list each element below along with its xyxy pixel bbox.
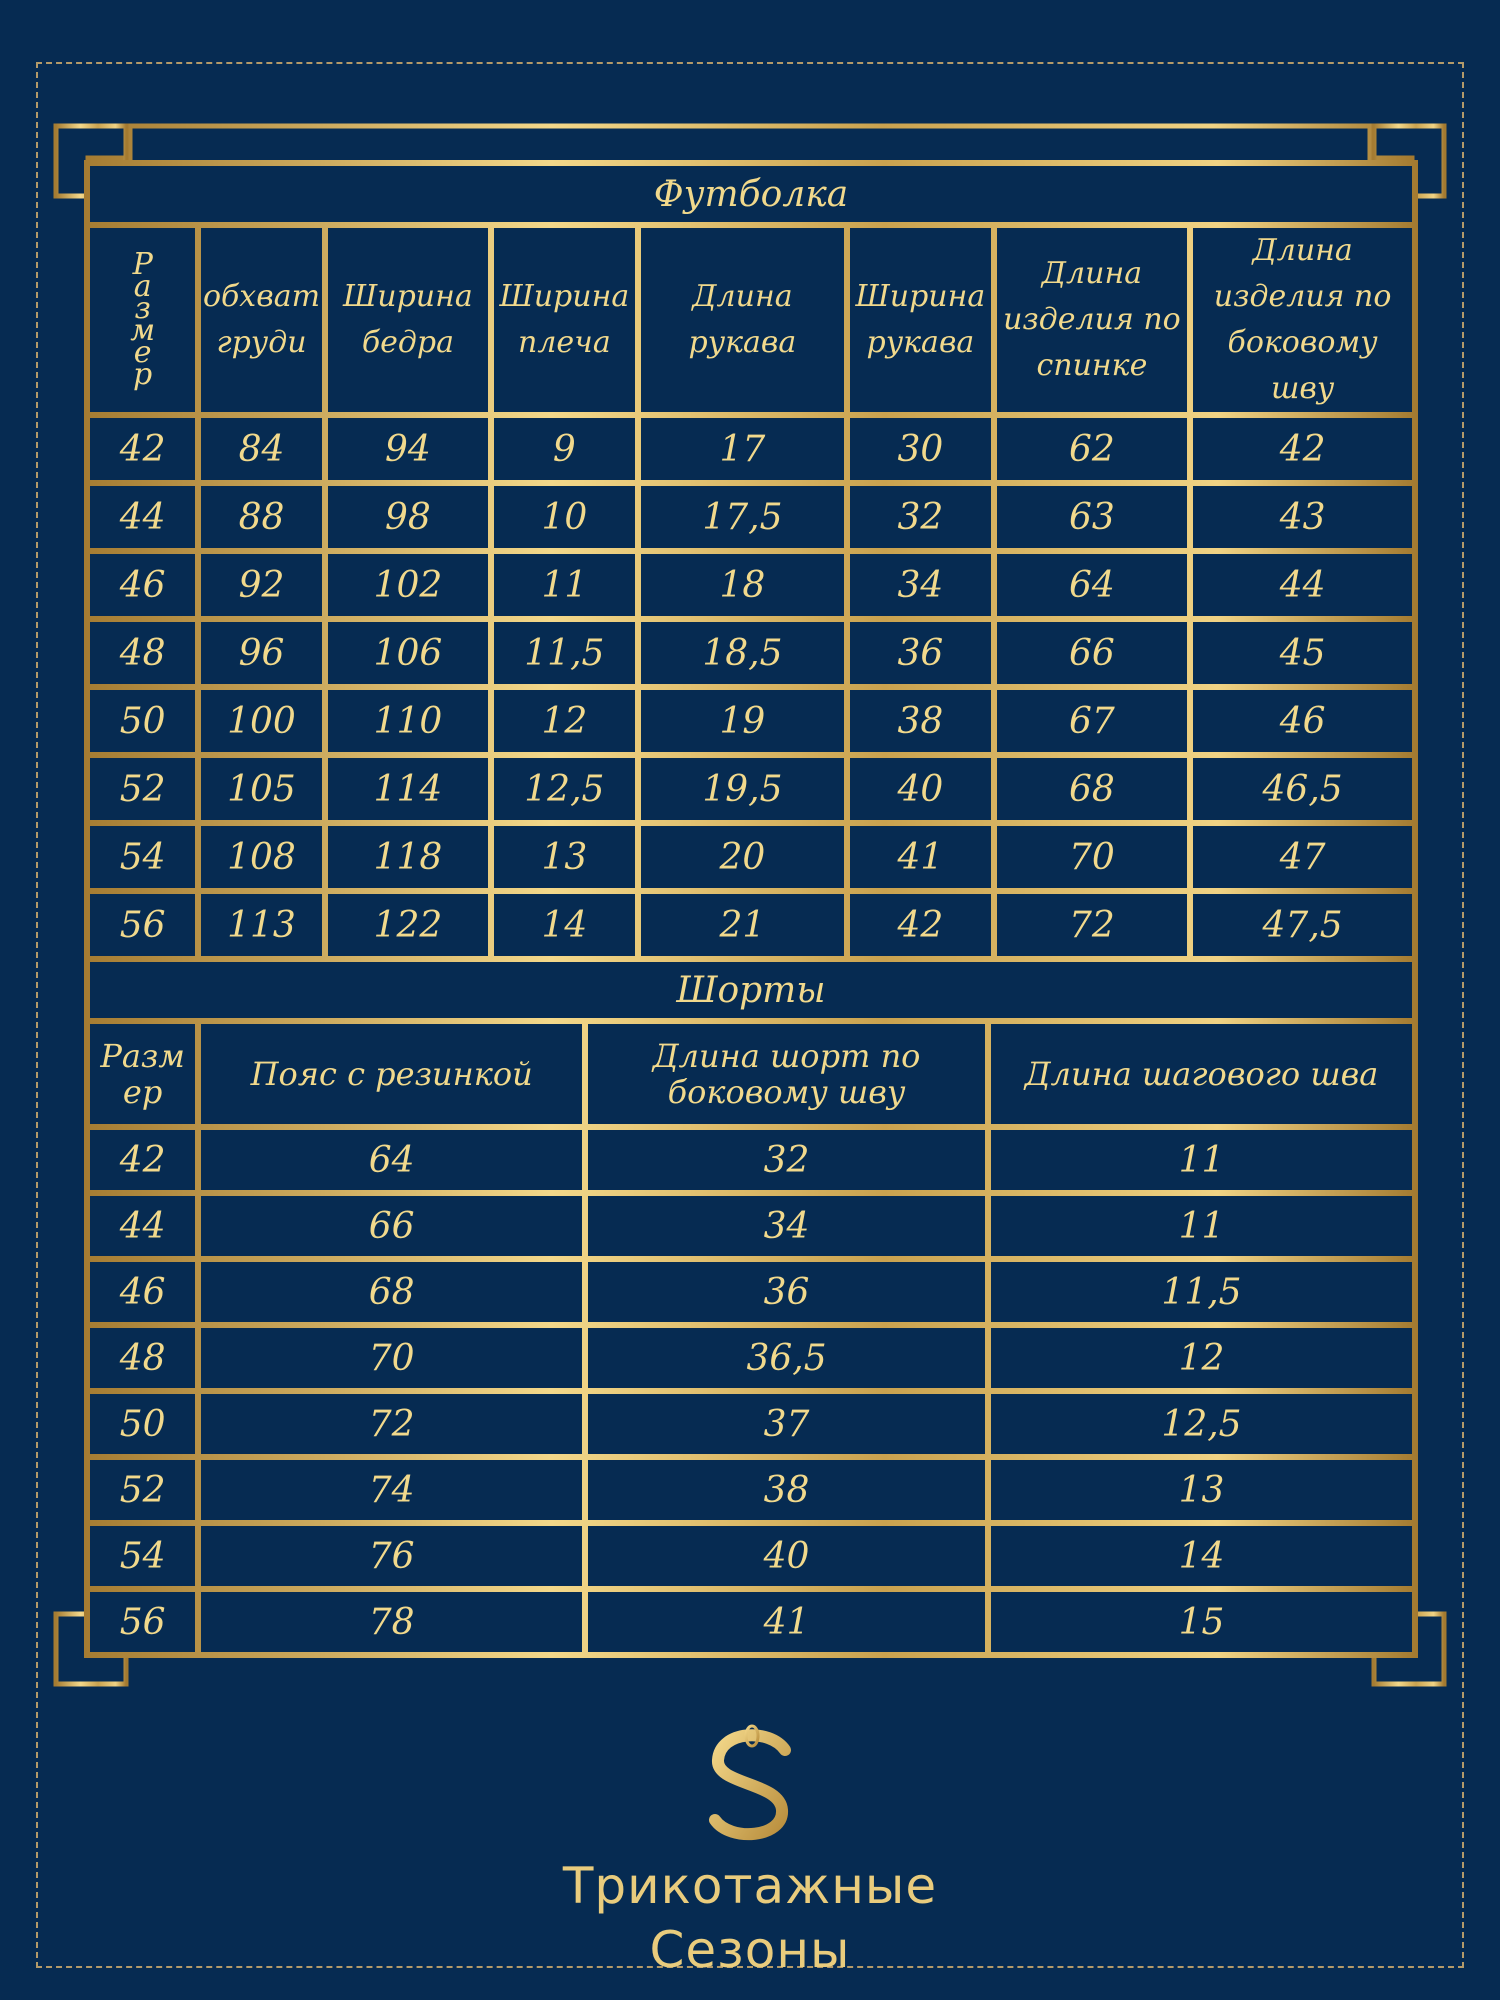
tshirt-cell: 110 xyxy=(328,690,488,752)
brand-name-line2: Сезоны xyxy=(649,1921,851,1979)
tshirt-cell: 52 xyxy=(90,758,195,820)
tshirt-cell: 84 xyxy=(201,418,321,480)
tshirt-cell: 11 xyxy=(494,554,634,616)
tshirt-cell: 50 xyxy=(90,690,195,752)
shorts-header-2: Длина шорт по боковому шву xyxy=(588,1024,985,1124)
tshirt-cell: 21 xyxy=(641,894,845,956)
tshirt-cell: 102 xyxy=(328,554,488,616)
shorts-row xyxy=(90,1394,1412,1454)
tshirt-cell: 70 xyxy=(997,826,1188,888)
tshirt-cell: 42 xyxy=(1193,418,1412,480)
shorts-cell: 37 xyxy=(588,1394,985,1454)
shorts-cell: 34 xyxy=(588,1196,985,1256)
tshirt-row xyxy=(90,758,1412,820)
tshirt-header-2: Ширина бедра xyxy=(328,228,488,412)
tshirt-cell: 10 xyxy=(494,486,634,548)
tshirt-cell: 63 xyxy=(997,486,1188,548)
shorts-cell: 36 xyxy=(588,1262,985,1322)
tshirt-cell: 113 xyxy=(201,894,321,956)
shorts-cell: 12 xyxy=(991,1328,1412,1388)
tshirt-header-0: Размер xyxy=(90,228,195,412)
tshirt-cell: 100 xyxy=(201,690,321,752)
tshirt-cell: 42 xyxy=(90,418,195,480)
tshirt-cell: 48 xyxy=(90,622,195,684)
tshirt-cell: 54 xyxy=(90,826,195,888)
tshirt-cell: 45 xyxy=(1193,622,1412,684)
tshirt-cell: 88 xyxy=(201,486,321,548)
brand-logo xyxy=(0,1720,1500,1982)
shorts-cell: 13 xyxy=(991,1460,1412,1520)
shorts-row xyxy=(90,1262,1412,1322)
shorts-cell: 48 xyxy=(90,1328,195,1388)
shorts-cell: 78 xyxy=(201,1592,582,1652)
tshirt-cell: 105 xyxy=(201,758,321,820)
shorts-cell: 44 xyxy=(90,1196,195,1256)
tshirt-cell: 38 xyxy=(850,690,990,752)
tshirt-row xyxy=(90,418,1412,480)
shorts-cell: 12,5 xyxy=(991,1394,1412,1454)
tshirt-cell: 32 xyxy=(850,486,990,548)
tshirt-row xyxy=(90,554,1412,616)
tshirt-cell: 42 xyxy=(850,894,990,956)
tshirt-cell: 46 xyxy=(1193,690,1412,752)
tshirt-header-3: Ширина плеча xyxy=(494,228,634,412)
shorts-cell: 52 xyxy=(90,1460,195,1520)
shorts-size-table xyxy=(84,956,1418,1658)
shorts-row xyxy=(90,1328,1412,1388)
tshirt-cell: 118 xyxy=(328,826,488,888)
shorts-cell: 42 xyxy=(90,1130,195,1190)
shorts-row xyxy=(90,1460,1412,1520)
shorts-cell: 64 xyxy=(201,1130,582,1190)
shorts-cell: 50 xyxy=(90,1394,195,1454)
tshirt-cell: 68 xyxy=(997,758,1188,820)
shorts-cell: 40 xyxy=(588,1526,985,1586)
tshirt-cell: 96 xyxy=(201,622,321,684)
tshirt-cell: 17 xyxy=(641,418,845,480)
shorts-cell: 46 xyxy=(90,1262,195,1322)
shorts-cell: 36,5 xyxy=(588,1328,985,1388)
tshirt-header-1: обхват груди xyxy=(201,228,321,412)
tshirt-cell: 92 xyxy=(201,554,321,616)
tshirt-cell: 12 xyxy=(494,690,634,752)
size-tables xyxy=(84,160,1418,1658)
shorts-cell: 32 xyxy=(588,1130,985,1190)
shorts-cell: 72 xyxy=(201,1394,582,1454)
tshirt-row xyxy=(90,622,1412,684)
shorts-header-0: Размер xyxy=(90,1024,195,1124)
tshirt-cell: 14 xyxy=(494,894,634,956)
tshirt-cell: 19 xyxy=(641,690,845,752)
shorts-cell: 74 xyxy=(201,1460,582,1520)
tshirt-cell: 13 xyxy=(494,826,634,888)
tshirt-cell: 122 xyxy=(328,894,488,956)
tshirt-cell: 62 xyxy=(997,418,1188,480)
shorts-cell: 66 xyxy=(201,1196,582,1256)
tshirt-header-6: Длина изделия по спинке xyxy=(997,228,1188,412)
shorts-title: Шорты xyxy=(90,962,1412,1018)
shorts-row xyxy=(90,1130,1412,1190)
shorts-header-1: Пояс с резинкой xyxy=(201,1024,582,1124)
tshirt-cell: 44 xyxy=(90,486,195,548)
shorts-cell: 15 xyxy=(991,1592,1412,1652)
letter-s-needle-logo-icon xyxy=(690,1720,810,1850)
tshirt-cell: 46 xyxy=(90,554,195,616)
tshirt-title: Футболка xyxy=(90,166,1412,222)
shorts-cell: 11 xyxy=(991,1130,1412,1190)
tshirt-cell: 18 xyxy=(641,554,845,616)
tshirt-header-4: Длина рукава xyxy=(641,228,845,412)
tshirt-cell: 9 xyxy=(494,418,634,480)
tshirt-cell: 17,5 xyxy=(641,486,845,548)
tshirt-cell: 47,5 xyxy=(1193,894,1412,956)
shorts-cell: 68 xyxy=(201,1262,582,1322)
tshirt-row xyxy=(90,894,1412,956)
tshirt-cell: 98 xyxy=(328,486,488,548)
brand-name-line1: Трикотажные xyxy=(562,1857,938,1915)
shorts-row xyxy=(90,1526,1412,1586)
shorts-cell: 70 xyxy=(201,1328,582,1388)
shorts-cell: 11 xyxy=(991,1196,1412,1256)
shorts-header-3: Длина шагового шва xyxy=(991,1024,1412,1124)
tshirt-size-table xyxy=(84,160,1418,962)
tshirt-cell: 34 xyxy=(850,554,990,616)
shorts-cell: 41 xyxy=(588,1592,985,1652)
tshirt-cell: 19,5 xyxy=(641,758,845,820)
tshirt-cell: 12,5 xyxy=(494,758,634,820)
tshirt-cell: 20 xyxy=(641,826,845,888)
shorts-cell: 14 xyxy=(991,1526,1412,1586)
shorts-cell: 11,5 xyxy=(991,1262,1412,1322)
tshirt-cell: 106 xyxy=(328,622,488,684)
shorts-cell: 76 xyxy=(201,1526,582,1586)
tshirt-row xyxy=(90,826,1412,888)
tshirt-cell: 94 xyxy=(328,418,488,480)
tshirt-cell: 114 xyxy=(328,758,488,820)
tshirt-cell: 72 xyxy=(997,894,1188,956)
tshirt-cell: 11,5 xyxy=(494,622,634,684)
shorts-row xyxy=(90,1592,1412,1652)
tshirt-cell: 64 xyxy=(997,554,1188,616)
tshirt-cell: 36 xyxy=(850,622,990,684)
tshirt-header-7: Длина изделия по боковому шву xyxy=(1193,228,1412,412)
shorts-cell: 56 xyxy=(90,1592,195,1652)
tshirt-cell: 46,5 xyxy=(1193,758,1412,820)
tshirt-cell: 18,5 xyxy=(641,622,845,684)
tshirt-row xyxy=(90,690,1412,752)
tshirt-cell: 44 xyxy=(1193,554,1412,616)
tshirt-cell: 67 xyxy=(997,690,1188,752)
shorts-cell: 54 xyxy=(90,1526,195,1586)
shorts-row xyxy=(90,1196,1412,1256)
tshirt-cell: 40 xyxy=(850,758,990,820)
tshirt-cell: 108 xyxy=(201,826,321,888)
tshirt-cell: 47 xyxy=(1193,826,1412,888)
tshirt-cell: 43 xyxy=(1193,486,1412,548)
tshirt-cell: 30 xyxy=(850,418,990,480)
shorts-cell: 38 xyxy=(588,1460,985,1520)
tshirt-header-5: Ширина рукава xyxy=(850,228,990,412)
tshirt-cell: 66 xyxy=(997,622,1188,684)
tshirt-cell: 56 xyxy=(90,894,195,956)
tshirt-cell: 41 xyxy=(850,826,990,888)
tshirt-row xyxy=(90,486,1412,548)
